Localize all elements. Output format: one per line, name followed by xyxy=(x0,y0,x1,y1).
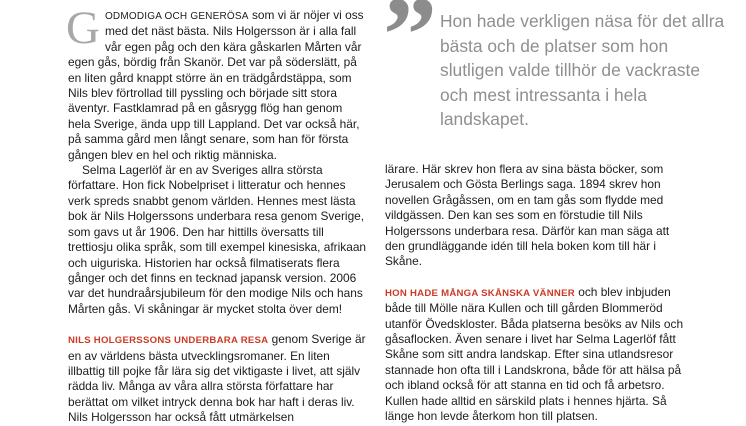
lead-in-caps: ODMODIGA OCH GENERÖSA xyxy=(104,11,249,22)
pull-quote-text: Hon hade verkligen näsa för det allra bästa och de platser som hon slutligen valde tillhör de vackraste och mest intressanta i hela landskapet. xyxy=(440,11,725,129)
section-text: genom Sverige är en av världens bästa utvecklingsromaner. En liten illbattig till pojke får lära sig det viktigaste i livet, att själv rädda liv. Många av våra allra största författare har berättat om vilket intryck denna bok har haft i deras liv. Nils Holgersson har också fått utmärkelsen xyxy=(68,332,366,425)
right-section-text: och blev inbjuden både till Mölle nära Kullen och till gården Blommeröd utanför Övedskloster. Båda platserna besöks av Nils och gåsaflocken. Även senare i livet har Selma Lagerlöf fått Skåne som sitt andra landskap. Efter sina utlandsresor stannade hon ofta till i Landskrona, både för att hälsa på och ibland också för att stanna en tid och få arbetsro. Kullen hade alltid en särskild plats i hennes hjärta. Så länge hon levde återkom hon till platsen. xyxy=(385,284,684,424)
left-column xyxy=(66,2,368,426)
pull-quote xyxy=(383,0,735,154)
right-column xyxy=(385,162,685,425)
body-paragraph-2: Selma Lagerlöf är en av Sveriges allra största författare. Hon fick Nobelpriset i litteratur och hennes verk spreds snabbt genom världen. Hennes mest lästa bok är Nils Holgerssons underbara resa genom Sverige, som gavs ut år 1906. Den har hittills översatts till trettiosju olika språk, som till exempel kinesiska, afrikaan och uiguriska. Historien har också filmatiserats flera gånger och det finns en tecknad japansk version. 2006 var det hundraårsjubileum för den modige Nils och hans Mårten gås. Vi skåningar är mycket stolta över dem! xyxy=(68,163,367,316)
right-section-heading: HON HADE MÅNGA SKÅNSKA VÄNNER xyxy=(385,287,575,299)
quotation-mark-icon: ” xyxy=(383,0,437,95)
right-section-paragraph xyxy=(385,285,685,425)
intro-text: som vi är nöjer vi oss med det näst bästa. Nils Holgersson är i alla fall vår egen påg och den kära gåskarlen Mårten vår egen gås, bördig från Skanör. Det var på söderslätt, på en liten gård knappt större än en trädgårdstäppa, som Nils blev förtrollad till pyssling och började sitt stora äventyr. Fastklamrad på en gåsrygg flög han genom hela Sverige, ända upp till Lappland. Det var också här, på samma gård men långt senare, som han för första gången blev en hel och riktig människa. xyxy=(68,8,364,162)
right-paragraph-1: lärare. Här skrev hon flera av sina bästa böcker, som Jerusalem och Gösta Berlings saga. 1894 skrev hon novellen Grågåssen, om en tam gås som flydde med vildgässen. Den kan ses som en förstudie till Nils Holgerssons underbara resa. Därför kan man säga att den grundläggande idén till hela boken kom till här i Skåne. xyxy=(385,162,670,269)
section-heading: NILS HOLGERSSONS UNDERBARA RESA xyxy=(68,335,269,347)
intro-paragraph xyxy=(66,2,368,163)
section-paragraph xyxy=(68,332,368,425)
drop-cap: G xyxy=(66,2,100,54)
